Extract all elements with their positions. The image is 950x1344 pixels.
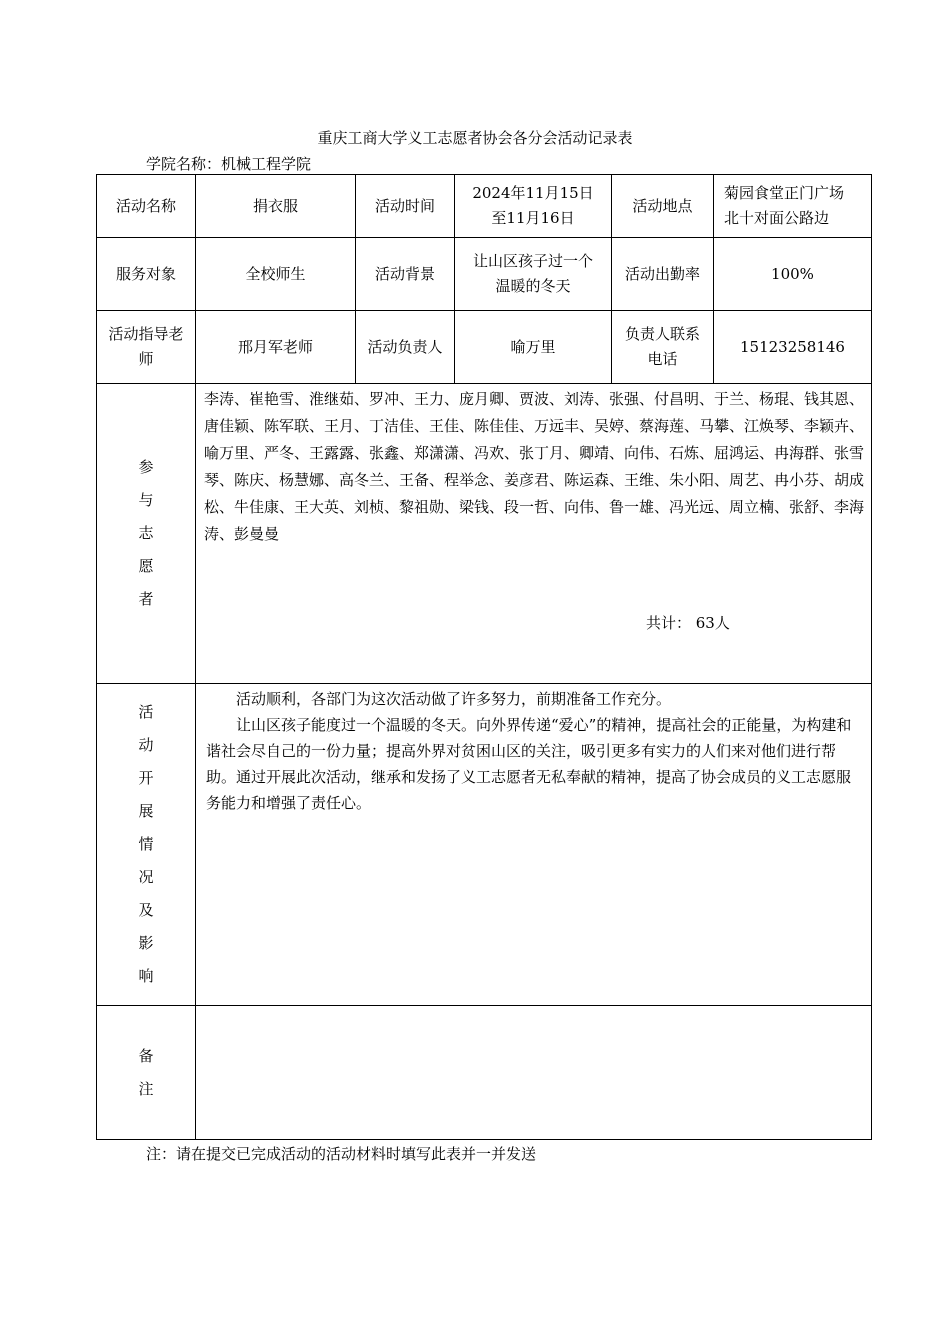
activity-place-label: 活动地点 [612,175,714,238]
activity-record-table [96,174,872,1140]
page-title: 重庆工商大学义工志愿者协会各分会活动记录表 [317,129,633,147]
activity-name-label: 活动名称 [97,175,196,238]
effect-label-char: 况 [138,868,154,886]
effect-label-char: 展 [138,802,154,820]
table-row [97,311,872,384]
attendance-rate-label: 活动出勤率 [612,238,714,311]
volunteers-label-char: 参 [138,458,154,476]
effect-label-char: 影 [138,934,154,952]
remarks-label-char: 备 [138,1046,154,1065]
effect-label-char: 开 [138,769,154,787]
instructor-value: 邢月军老师 [196,311,356,384]
activity-time-value [455,175,612,238]
volunteers-label [97,384,196,684]
activity-time-line2: 至11月16日 [491,209,575,227]
table-row [97,1006,872,1140]
leader-phone-label-line2: 电话 [647,350,678,368]
effect-label-char: 及 [138,901,154,919]
leader-label: 活动负责人 [356,311,455,384]
volunteer-total: 共计： 63人 [646,614,730,632]
service-target-value: 全校师生 [196,238,356,311]
table-row [97,684,872,1006]
attendance-rate-value: 100% [714,238,872,311]
activity-background-value [455,238,612,311]
instructor-label [97,311,196,384]
volunteers-label-char: 与 [138,491,154,509]
activity-place-line1: 菊园食堂正门广场 [724,184,845,202]
volunteer-names: 李涛、崔艳雪、淮继茹、罗冲、王力、庞月卿、贾波、刘涛、张强、付昌明、于兰、杨琨、钱其恩、唐佳颖、陈军联、王月、丁洁佳、王佳、陈佳佳、万远丰、吴婷、蔡海莲、马攀、江焕琴、李颖卉、喻万里、严冬、王露露、张鑫、郑潇潇、冯欢、张丁月、卿靖、向伟、石炼、屈鸿运、冉海群、张雪琴、陈庆、杨慧娜、高冬兰、王备、程举念、姜彦君、陈运森、王维、朱小阳、周艺、冉小芬、胡成松、牛佳康、王大英、刘桢、黎祖勋、梁钱、段一哲、向伟、鲁一雄、冯光远、周立楠、张舒、李海涛、彭曼曼 [204,390,865,543]
activity-time-label: 活动时间 [356,175,455,238]
volunteers-label-char: 志 [138,524,154,542]
remarks-cell [196,1006,872,1140]
college-name: 学院名称：机械工程学院 [146,155,312,173]
volunteers-label-char: 者 [138,590,154,608]
service-target-label: 服务对象 [97,238,196,311]
effect-paragraph-2: 让山区孩子能度过一个温暖的冬天。向外界传递“爱心”的精神，提高社会的正能量，为构建和谐社会尽自己的一份力量；提高外界对贫困山区的关注，吸引更多有实力的人们来对他们进行帮助。通过开展此次活动，继承和发扬了义工志愿者无私奉献的精神，提高了协会成员的义工志愿服务能力和增强了责任心。 [206,716,852,812]
activity-background-label: 活动背景 [356,238,455,311]
leader-value: 喻万里 [455,311,612,384]
leader-phone-value: 15123258146 [714,311,872,384]
leader-phone-label [612,311,714,384]
effect-label-char: 响 [138,967,154,985]
activity-place-line2: 北十对面公路边 [724,209,830,227]
footer-note: 注：请在提交已完成活动的活动材料时填写此表并一并发送 [146,1145,537,1163]
table-row [97,384,872,684]
table-row [97,175,872,238]
effect-label [97,684,196,1006]
effect-label-char: 情 [138,835,154,853]
table-row [97,238,872,311]
leader-phone-label-line1: 负责人联系 [624,325,700,343]
effect-paragraph-1: 活动顺利，各部门为这次活动做了许多努力，前期准备工作充分。 [236,690,672,708]
activity-background-line2: 温暖的冬天 [495,277,571,295]
effect-label-char: 活 [138,703,154,721]
activity-place-value [714,175,872,238]
instructor-label-line1: 活动指导老 [108,325,184,343]
effect-label-char: 动 [138,736,154,754]
remarks-label [97,1006,196,1140]
activity-background-line1: 让山区孩子过一个 [472,252,593,270]
remarks-label-char: 注 [138,1079,154,1098]
volunteers-cell [196,384,872,684]
activity-time-line1: 2024年11月15日 [472,184,594,202]
effect-cell [196,684,872,1006]
activity-name-value: 捐衣服 [196,175,356,238]
volunteers-label-char: 愿 [138,557,154,575]
instructor-label-line2: 师 [138,350,154,368]
